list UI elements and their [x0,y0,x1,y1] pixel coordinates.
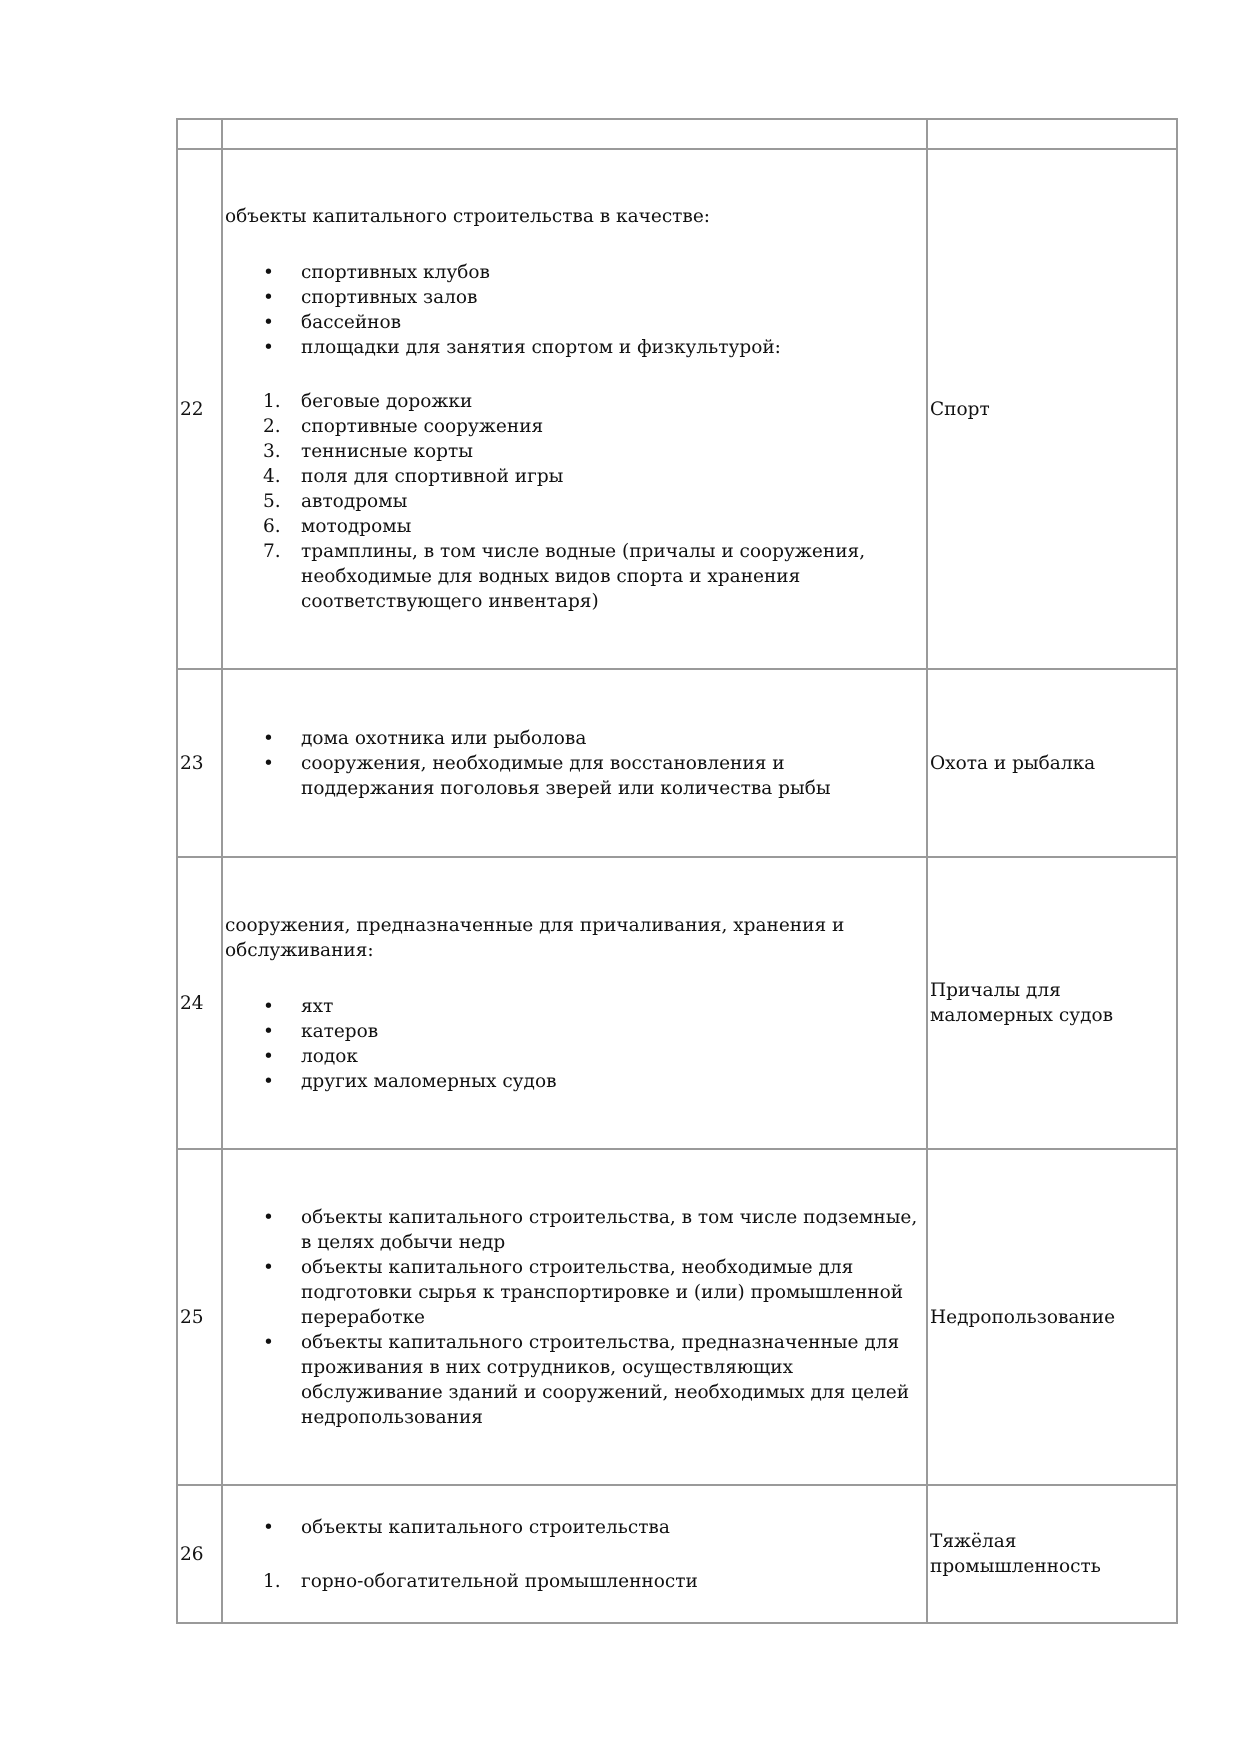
list-item [225,489,920,514]
list-item [225,539,920,614]
row-description [222,669,927,857]
list-number: 2. [263,416,281,437]
list-item [225,389,920,414]
list-item-text: горно-обогатительной промышленности [301,1570,698,1592]
list-item: • лодок [225,1044,920,1069]
table-row [177,1485,1177,1623]
list-item: • других маломерных судов [225,1069,920,1094]
row-use-name: Тяжёлая промышленность [927,1485,1177,1623]
list-item: • площадки для занятия спортом и физкультурой: [225,335,920,360]
list-item [225,414,920,439]
description-intro: объекты капитального строительства в качестве: [225,206,711,227]
row-use-name: Спорт [927,149,1177,669]
list-number: 7. [263,541,281,562]
list-item: • катеров [225,1019,920,1044]
list-item-text: спортивные сооружения [301,416,544,437]
list-item: • яхт [225,994,920,1019]
row-use-name: Причалы для маломерных судов [927,857,1177,1149]
list-number: 3. [263,441,281,462]
table-row [177,1149,1177,1485]
list-item: • сооружения, необходимые для восстановления и поддержания поголовья зверей или количества рыбы [225,751,920,801]
list-number: 4. [263,466,281,487]
list-item: • объекты капитального строительства [225,1515,920,1540]
list-number: 1. [263,391,281,412]
row-description [222,149,927,669]
row-number: 24 [177,857,222,1149]
list-item-text: поля для спортивной игры [301,466,564,487]
row-description [222,119,927,149]
list-item: • объекты капитального строительства, предназначенные для проживания в них сотрудников, осуществляющих обслуживание зданий и сооружений, необходимых для целей недропользования [225,1330,920,1430]
bullet-list [225,1515,920,1540]
numbered-list [225,389,920,614]
row-number: 22 [177,149,222,669]
list-item [225,1569,920,1594]
row-number: 23 [177,669,222,857]
table-row [177,857,1177,1149]
description-intro: сооружения, предназначенные для причаливания, хранения и обслуживания: [225,914,845,961]
list-item: • объекты капитального строительства, в том числе подземные, в целях добычи недр [225,1205,920,1255]
list-number: 6. [263,516,281,537]
table-row [177,119,1177,149]
row-use-name [927,119,1177,149]
row-number: 26 [177,1485,222,1623]
list-item-text: мотодромы [301,516,412,537]
row-number [177,119,222,149]
list-item-text: трамплины, в том числе водные (причалы и сооружения, необходимые для водных видов спорта и хранения соответствующего инвентаря) [301,541,866,612]
row-description [222,1485,927,1623]
row-number: 25 [177,1149,222,1485]
list-item-text: теннисные корты [301,441,473,462]
table-row [177,149,1177,669]
list-number: 5. [263,491,281,512]
list-number: 1. [263,1570,281,1592]
list-item: • объекты капитального строительства, необходимые для подготовки сырья к транспортировке и (или) промышленной переработке [225,1255,920,1330]
row-use-name: Охота и рыбалка [927,669,1177,857]
numbered-list [225,1569,920,1594]
list-item: • бассейнов [225,310,920,335]
bullet-list [225,260,920,360]
bullet-list [225,994,920,1094]
list-item [225,439,920,464]
list-item [225,514,920,539]
list-item-text: автодромы [301,491,408,512]
table-row [177,669,1177,857]
row-description [222,1149,927,1485]
row-use-name: Недропользование [927,1149,1177,1485]
list-item: • спортивных залов [225,285,920,310]
list-item-text: беговые дорожки [301,391,473,412]
list-item [225,464,920,489]
list-item: • спортивных клубов [225,260,920,285]
list-item: • дома охотника или рыболова [225,726,920,751]
row-description [222,857,927,1149]
bullet-list [225,1205,920,1430]
land-use-table [176,118,1178,1624]
bullet-list [225,726,920,801]
